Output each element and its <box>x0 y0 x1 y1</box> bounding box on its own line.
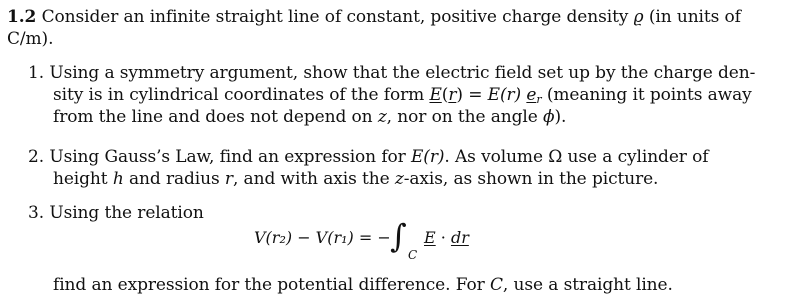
problem-number: 1.2 <box>7 7 37 27</box>
equation-rhs <box>424 228 469 247</box>
z-axis-symbol: z <box>394 169 404 189</box>
item-2-text-2c: , and with axis the <box>232 169 395 189</box>
item-2-text-2a: height <box>53 169 113 189</box>
item-3-text-2a: find an expression for the potential difference. For <box>53 275 490 295</box>
eq-vector-E: E <box>424 228 436 247</box>
unit-vector-e: e <box>526 85 537 105</box>
omega-symbol: Ω <box>548 147 563 167</box>
item-1-line-1 <box>28 62 755 84</box>
item-2-text-2b: and radius <box>123 169 225 189</box>
equation-lhs: V(r₂) − V(r₁) = − <box>254 228 391 247</box>
item-2-label: 2. <box>28 147 45 167</box>
problem-intro-a: Consider an infinite straight line of constant, positive charge density <box>41 7 634 27</box>
item-2-line-1 <box>28 146 708 168</box>
item-3-text-1: Using the relation <box>49 203 204 223</box>
item-2-text-1c: use a cylinder of <box>562 147 709 167</box>
item-1-text-2b: (meaning it points away <box>541 85 752 105</box>
C-symbol: C <box>489 275 503 295</box>
eq-vector-dr: dr <box>450 228 469 247</box>
h-symbol: h <box>112 169 124 189</box>
item-2-text-2d: -axis, as shown in the picture. <box>403 169 659 189</box>
eq-dot: · <box>435 228 451 247</box>
z-symbol: z <box>377 107 387 127</box>
item-1-text-3a: from the line and does not depend on <box>53 107 378 127</box>
item-3-label: 3. <box>28 203 45 223</box>
integral-subscript: C <box>408 248 418 262</box>
item-1-text-2a: sity is in cylindrical coordinates of the form <box>53 85 430 105</box>
unit-vector-sub: r <box>536 93 542 106</box>
field-magnitude-arg: (r) <box>499 85 522 105</box>
item-3-line-1 <box>28 202 204 224</box>
rho-symbol: ϱ <box>633 7 644 27</box>
item-3-text-2b: , use a straight line. <box>502 275 673 295</box>
item-1-line-3 <box>53 106 566 128</box>
integral-sign: ∫ <box>390 217 407 255</box>
item-2-text-1b: . As volume <box>444 147 549 167</box>
problem-header <box>7 6 741 28</box>
item-2-text-1a: Using Gauss’s Law, find an expression for <box>49 147 411 167</box>
item-1-label: 1. <box>28 63 45 83</box>
field-vector-E: E <box>429 85 442 105</box>
item-1-text-3c: ). <box>554 107 567 127</box>
equals-sign: = <box>462 85 488 105</box>
item-2-line-2 <box>53 168 658 190</box>
position-vector-r: r <box>448 85 457 105</box>
problem-intro-b: (in units of <box>643 7 741 27</box>
problem-units: C/m). <box>7 29 54 49</box>
item-1-text-3b: , nor on the angle <box>386 107 543 127</box>
item-3-line-2 <box>53 274 673 296</box>
r-symbol: r <box>224 169 233 189</box>
item-1-line-2: sity is in cylindrical coordinates of the form E(r) = E(r) er (meaning it points away <box>53 85 752 106</box>
item-1-text-1: Using a symmetry argument, show that the electric field set up by the charge den- <box>49 63 756 83</box>
phi-symbol: ϕ <box>543 107 555 127</box>
field-magnitude-E: E <box>487 85 500 105</box>
E-of-r: E(r) <box>410 147 445 167</box>
